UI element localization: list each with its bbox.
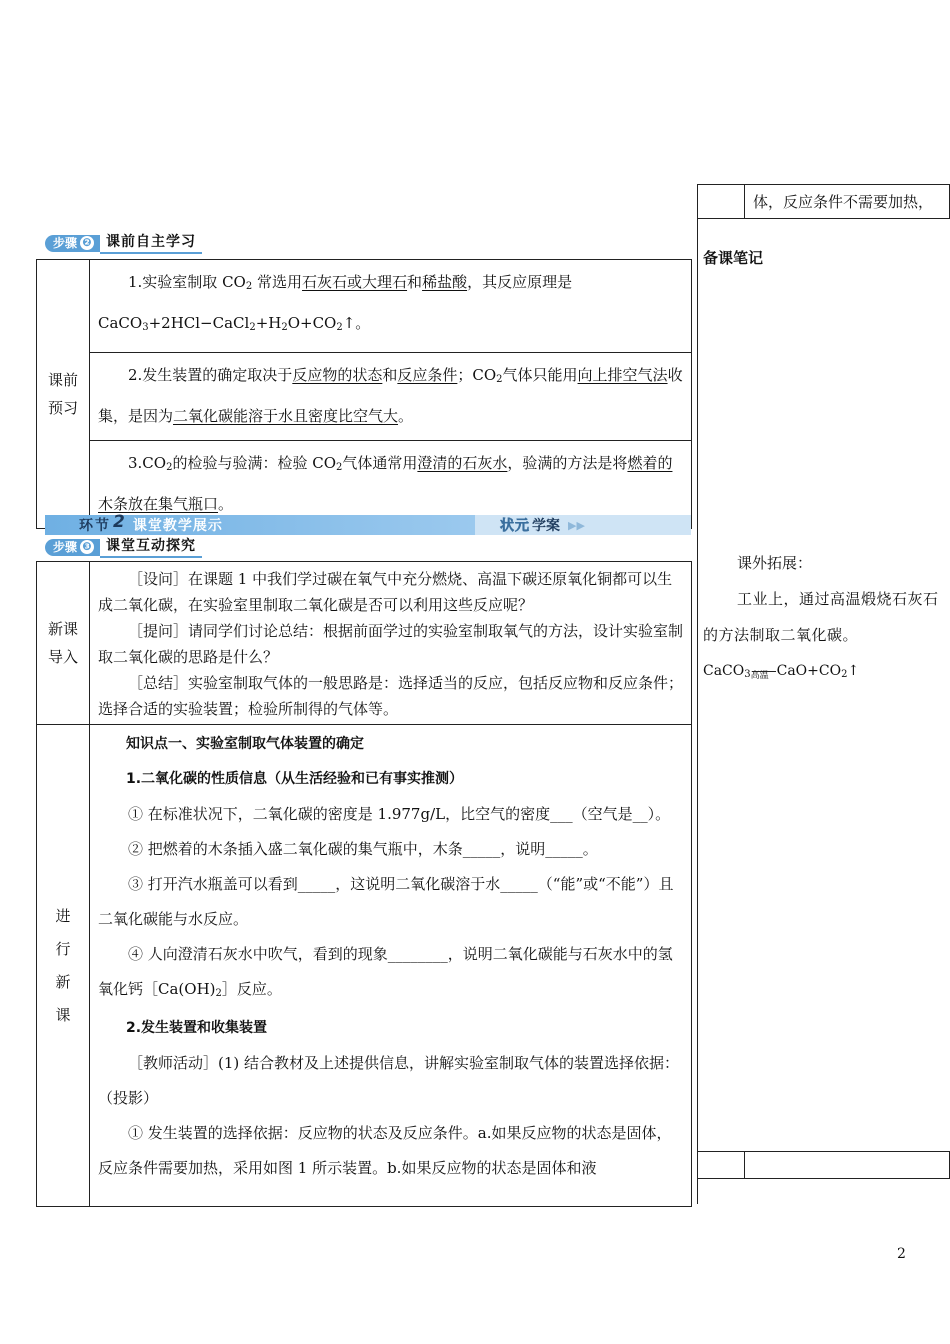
brand-text-b: 学案 [532,518,560,534]
side-note [703,545,948,693]
step2-banner [45,233,202,253]
side-note-title: 课外拓展： [737,554,813,572]
side-top-text: 体，反应条件不需要加热， [745,185,950,219]
intro-summary: ［总结］实验室制取气体的一般思路是：选择适当的反应，包括反应物和反应条件；选择合适的实验装置；检验所制得的气体等。 [98,674,684,718]
brand-arrows-icon: ▶▶ [568,518,585,532]
knowledge-point-heading: 知识点一、实验室制取气体装置的确定 [126,736,364,752]
side-bottom-table [697,1151,950,1179]
notes-title: 备课笔记 [703,249,764,267]
question-soda-bottle: ③ 打开汽水瓶盖可以看到_____，这说明二氧化碳溶于水_____（“能”或“不能”）且二氧化碳能与水反应。 [98,875,674,928]
intro-content [90,562,692,725]
teacher-activity: ［教师活动］(1) 结合教材及上述提供信息，讲解实验室制取气体的装置选择依据：（投影） [98,1054,680,1107]
new-lesson-content [90,725,692,1207]
step2-pill [45,235,100,252]
preview-row-2-text: 2.发生装置的确定取决于反应物的状态和反应条件；$CO_2$气体只能用向上排空气法收集，是因为二氧化碳能溶于水且密度比空气大。 [98,366,683,425]
side-divider [697,219,698,1204]
page-number: 2 [897,1246,906,1262]
question-burning-stick: ② 把燃着的木条插入盛二氧化碳的集气瓶中，木条_____，说明_____。 [128,840,598,858]
step3-pill [45,539,100,556]
step2-pill-label: 步骤 [53,235,78,250]
step2-number: ❷ [80,236,94,250]
step2-title: 课前自主学习 [100,232,202,254]
section-banner [45,512,691,535]
new-lesson-label [37,725,90,1207]
lesson-table [36,561,692,1207]
generator-selection: ① 发生装置的选择依据：反应物的状态及反应条件。a.如果反应物的状态是固体，反应条件需要加热，采用如图 1 所示装置。b.如果反应物的状态是固体和液 [98,1124,672,1177]
step3-title: 课堂互动探究 [100,536,202,558]
preview-table [36,259,692,529]
preview-row-3-text: $3.CO_2$的检验与验满：检验 $CO_2$气体通常用澄清的石灰水，验满的方法是将燃着的木条放在集气瓶口。 [98,454,673,513]
apparatus-heading: 2.发生装置和收集装置 [126,1020,268,1036]
side-top-table [697,184,950,219]
preview-row-1-text: 1.实验室制取 $CO_2$ 常选用石灰石或大理石和稀盐酸，其反应原理是 $CaCO_3+2HCl-CaCl_2+H_2O+CO_2↑$。 [98,273,573,333]
side-bottom-right-cell [745,1152,950,1179]
preview-row-1 [90,260,692,353]
step3-pill-label: 步骤 [53,539,78,554]
brand-logo [500,515,585,535]
section-title: 课堂教学展示 [132,518,223,534]
preview-label [37,260,90,529]
question-density: ① 在标准状况下，二氧化碳的密度是 1.977g/L，比空气的密度___（空气是__）。 [128,805,671,823]
intro-label [37,562,90,725]
side-top-left-cell [698,185,745,219]
reaction-condition: 高温 [750,671,769,681]
co2-properties-heading: 1.二氧化碳的性质信息（从生活经验和已有事实推测） [126,771,464,787]
question-limewater: ④ 人向澄清石灰水中吹气，看到的现象________，说明二氧化碳能与石灰水中的氢氧化钙$[Ca(OH)_2]$反应。 [98,945,673,999]
brand-text-a: 状元 [500,518,530,534]
section-label: 环节 [79,518,111,534]
section-number: 2 [113,512,125,532]
intro-prompt: ［提问］请同学们讨论总结：根据前面学过的实验室制取氧气的方法，设计实验室制取二氧化碳的思路是什么？ [98,622,684,666]
new-lesson-label-text: 进行新课 [55,906,71,1024]
preview-row-2 [90,353,692,441]
side-note-text: 工业上，通过高温煅烧石灰石的方法制取二氧化碳。 [703,590,939,644]
intro-label-text: 新课导入 [47,620,78,666]
step3-banner [45,537,202,557]
step3-number: ❸ [80,540,94,554]
side-note-equation: CaCO$_3$ 高温 $CaO+CO_2↑$ [703,653,948,693]
section-banner-left [45,512,475,535]
side-bottom-left-cell [698,1152,745,1179]
preview-label-text: 课前预习 [47,371,78,417]
intro-question: ［设问］在课题 1 中我们学过碳在氧气中充分燃烧、高温下碳还原氧化铜都可以生成二氧化碳，在实验室里制取二氧化碳是否可以利用这些反应呢？ [98,570,673,614]
